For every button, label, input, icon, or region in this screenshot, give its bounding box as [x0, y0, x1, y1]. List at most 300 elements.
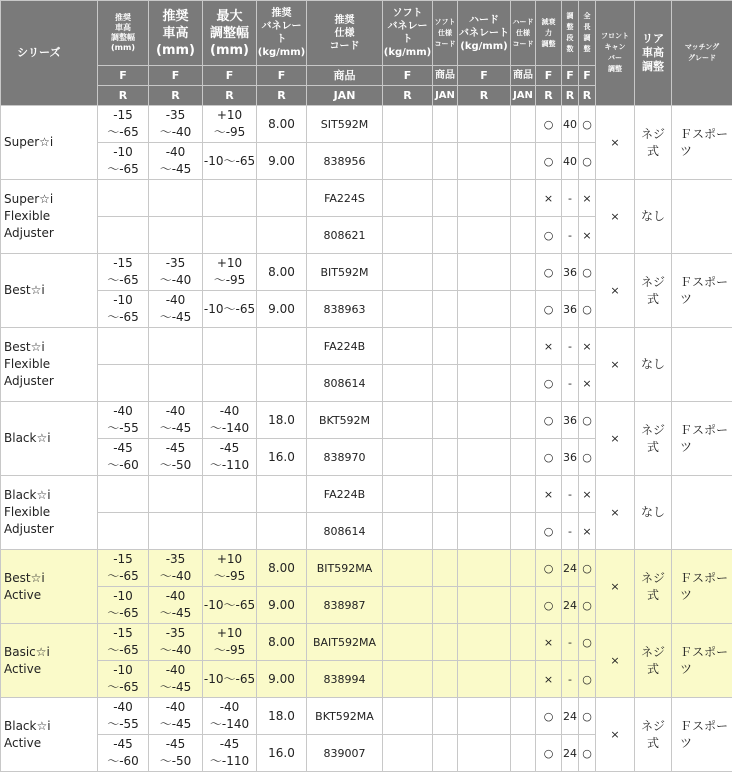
rec-height-cell: -45 ～-50 [149, 735, 203, 772]
table-row [1, 180, 732, 217]
front-camber-cell: × [596, 624, 635, 698]
rec-spring-cell: 8.00 [257, 624, 307, 661]
full-length-cell: ○ [579, 735, 596, 772]
hard-spring-cell [458, 106, 511, 143]
soft-code-cell [433, 735, 458, 772]
header-rec-height: 推奨 車高 (mm) [149, 1, 203, 66]
rec-code-cell: 808614 [307, 513, 383, 550]
max-adj-cell [203, 476, 257, 513]
header-f: F [562, 66, 579, 86]
rec-spring-cell [257, 365, 307, 402]
soft-code-cell [433, 328, 458, 365]
full-length-cell: ○ [579, 698, 596, 735]
damping-cell: × [536, 328, 562, 365]
full-length-cell: ○ [579, 106, 596, 143]
hard-spring-cell [458, 624, 511, 661]
rec-spring-cell: 8.00 [257, 550, 307, 587]
soft-spring-cell [383, 254, 433, 291]
rear-height-cell: ネジ 式 [635, 624, 672, 698]
front-camber-cell: × [596, 476, 635, 550]
header-r: R [383, 86, 433, 106]
rec-spring-cell: 9.00 [257, 587, 307, 624]
adj-stage-cell: - [562, 513, 579, 550]
soft-spring-cell [383, 624, 433, 661]
rec-height-cell: -40 ～-45 [149, 402, 203, 439]
header-f: F [383, 66, 433, 86]
adj-stage-cell: 24 [562, 698, 579, 735]
front-camber-cell: × [596, 180, 635, 254]
hard-code-cell [511, 439, 536, 476]
hard-spring-cell [458, 587, 511, 624]
header-jan: JAN [433, 86, 458, 106]
damping-cell: ○ [536, 735, 562, 772]
soft-spring-cell [383, 476, 433, 513]
header-r: R [579, 86, 596, 106]
hard-code-cell [511, 513, 536, 550]
hard-spring-cell [458, 254, 511, 291]
soft-spring-cell [383, 735, 433, 772]
grade-cell: Ｆスポー ツ [672, 698, 732, 772]
max-adj-cell [203, 328, 257, 365]
soft-code-cell [433, 365, 458, 402]
header-f: F [257, 66, 307, 86]
grade-cell [672, 328, 732, 402]
damping-cell: ○ [536, 217, 562, 254]
adj-stage-cell: 24 [562, 550, 579, 587]
rec-spring-cell: 8.00 [257, 106, 307, 143]
full-length-cell: ○ [579, 143, 596, 180]
header-r: R [98, 86, 149, 106]
hard-spring-cell [458, 439, 511, 476]
soft-code-cell [433, 106, 458, 143]
soft-spring-cell [383, 661, 433, 698]
adj-stage-cell: 36 [562, 254, 579, 291]
rec-spring-cell [257, 513, 307, 550]
header-f: F [579, 66, 596, 86]
header-product: 商品 [511, 66, 536, 86]
rear-height-cell: なし [635, 328, 672, 402]
header-front-camber: フロント キャン バー 調整 [596, 1, 635, 106]
soft-code-cell [433, 698, 458, 735]
hard-code-cell [511, 735, 536, 772]
hard-code-cell [511, 180, 536, 217]
rec-height-cell [149, 513, 203, 550]
max-adj-cell: +10 ～-95 [203, 624, 257, 661]
header-hard-spring: ハード バネレート (kg/mm) [458, 1, 511, 66]
hard-spring-cell [458, 513, 511, 550]
header-f: F [149, 66, 203, 86]
adj-width-cell: -15 ～-65 [98, 550, 149, 587]
rec-spring-cell: 8.00 [257, 254, 307, 291]
damping-cell: ○ [536, 291, 562, 328]
header-rec-code: 推奨 仕様 コード [307, 1, 383, 66]
adj-stage-cell: 40 [562, 143, 579, 180]
header-product: 商品 [307, 66, 383, 86]
adj-stage-cell: 24 [562, 735, 579, 772]
series-name: Super☆i Flexible Adjuster [1, 180, 98, 254]
rec-code-cell: 808614 [307, 365, 383, 402]
hard-spring-cell [458, 365, 511, 402]
rec-spring-cell: 16.0 [257, 735, 307, 772]
header-full-length: 全 長 調 整 [579, 1, 596, 66]
soft-spring-cell [383, 402, 433, 439]
front-camber-cell: × [596, 402, 635, 476]
grade-cell: Ｆスポー ツ [672, 550, 732, 624]
max-adj-cell: +10 ～-95 [203, 106, 257, 143]
damping-cell: ○ [536, 698, 562, 735]
adj-stage-cell: - [562, 365, 579, 402]
adj-width-cell [98, 180, 149, 217]
rec-spring-cell: 9.00 [257, 291, 307, 328]
soft-spring-cell [383, 365, 433, 402]
max-adj-cell [203, 217, 257, 254]
front-camber-cell: × [596, 328, 635, 402]
hard-spring-cell [458, 402, 511, 439]
damping-cell: ○ [536, 106, 562, 143]
full-length-cell: ○ [579, 402, 596, 439]
hard-code-cell [511, 402, 536, 439]
table-row [1, 106, 732, 143]
soft-code-cell [433, 661, 458, 698]
rec-code-cell: 808621 [307, 217, 383, 254]
adj-width-cell [98, 513, 149, 550]
soft-spring-cell [383, 106, 433, 143]
adj-width-cell [98, 217, 149, 254]
header-rear-height: リア 車高 調整 [635, 1, 672, 106]
hard-code-cell [511, 476, 536, 513]
adj-stage-cell: - [562, 661, 579, 698]
full-length-cell: × [579, 365, 596, 402]
header-r: R [562, 86, 579, 106]
adj-stage-cell: 36 [562, 439, 579, 476]
rec-spring-cell [257, 328, 307, 365]
damping-cell: × [536, 476, 562, 513]
header-r: R [203, 86, 257, 106]
damping-cell: ○ [536, 587, 562, 624]
rear-height-cell: ネジ 式 [635, 698, 672, 772]
grade-cell [672, 180, 732, 254]
rec-code-cell: 838963 [307, 291, 383, 328]
table-row [1, 476, 732, 513]
max-adj-cell: -10～-65 [203, 587, 257, 624]
rec-spring-cell [257, 217, 307, 254]
series-name: Best☆i Flexible Adjuster [1, 328, 98, 402]
adj-stage-cell: - [562, 476, 579, 513]
rec-height-cell: -40 ～-45 [149, 143, 203, 180]
rec-height-cell: -35 ～-40 [149, 254, 203, 291]
hard-spring-cell [458, 143, 511, 180]
adj-stage-cell: 36 [562, 402, 579, 439]
adj-stage-cell: - [562, 217, 579, 254]
damping-cell: × [536, 661, 562, 698]
adj-width-cell: -10 ～-65 [98, 661, 149, 698]
full-length-cell: × [579, 180, 596, 217]
soft-spring-cell [383, 328, 433, 365]
rear-height-cell: なし [635, 476, 672, 550]
rec-code-cell: BAIT592MA [307, 624, 383, 661]
hard-spring-cell [458, 291, 511, 328]
hard-spring-cell [458, 180, 511, 217]
hard-code-cell [511, 291, 536, 328]
full-length-cell: ○ [579, 439, 596, 476]
rec-spring-cell [257, 180, 307, 217]
max-adj-cell: -45 ～-110 [203, 735, 257, 772]
rec-height-cell: -40 ～-45 [149, 587, 203, 624]
soft-code-cell [433, 587, 458, 624]
max-adj-cell: -10～-65 [203, 661, 257, 698]
rear-height-cell: ネジ 式 [635, 106, 672, 180]
front-camber-cell: × [596, 550, 635, 624]
soft-code-cell [433, 624, 458, 661]
rec-height-cell [149, 217, 203, 254]
damping-cell: ○ [536, 550, 562, 587]
adj-width-cell: -10 ～-65 [98, 587, 149, 624]
damping-cell: ○ [536, 143, 562, 180]
soft-spring-cell [383, 180, 433, 217]
hard-spring-cell [458, 476, 511, 513]
hard-spring-cell [458, 217, 511, 254]
rec-spring-cell: 9.00 [257, 143, 307, 180]
rec-code-cell: 839007 [307, 735, 383, 772]
front-camber-cell: × [596, 254, 635, 328]
full-length-cell: ○ [579, 550, 596, 587]
rec-spring-cell: 9.00 [257, 661, 307, 698]
soft-spring-cell [383, 217, 433, 254]
adj-stage-cell: 24 [562, 587, 579, 624]
full-length-cell: × [579, 328, 596, 365]
full-length-cell: ○ [579, 661, 596, 698]
header-r: R [536, 86, 562, 106]
table-row [1, 698, 732, 735]
rec-code-cell: 838970 [307, 439, 383, 476]
header-grade: マッチング グレード [672, 1, 732, 106]
soft-code-cell [433, 513, 458, 550]
soft-spring-cell [383, 698, 433, 735]
soft-code-cell [433, 402, 458, 439]
header-soft-spring: ソフト バネレート (kg/mm) [383, 1, 433, 66]
adj-stage-cell: - [562, 328, 579, 365]
full-length-cell: ○ [579, 254, 596, 291]
soft-code-cell [433, 550, 458, 587]
damping-cell: × [536, 180, 562, 217]
rec-code-cell: 838994 [307, 661, 383, 698]
header-r: R [149, 86, 203, 106]
full-length-cell: × [579, 513, 596, 550]
rec-height-cell [149, 180, 203, 217]
full-length-cell: ○ [579, 624, 596, 661]
adj-width-cell: -40 ～-55 [98, 698, 149, 735]
damping-cell: ○ [536, 402, 562, 439]
soft-spring-cell [383, 550, 433, 587]
header-damping: 減衰 力 調整 [536, 1, 562, 66]
header-f: F [536, 66, 562, 86]
damping-cell: ○ [536, 439, 562, 476]
adj-width-cell: -15 ～-65 [98, 624, 149, 661]
hard-spring-cell [458, 328, 511, 365]
max-adj-cell: -40 ～-140 [203, 402, 257, 439]
soft-code-cell [433, 254, 458, 291]
header-series: シリーズ [1, 1, 98, 106]
adj-width-cell [98, 365, 149, 402]
damping-cell: × [536, 624, 562, 661]
rear-height-cell: ネジ 式 [635, 402, 672, 476]
hard-spring-cell [458, 661, 511, 698]
rec-height-cell [149, 365, 203, 402]
rec-code-cell: FA224B [307, 328, 383, 365]
adj-stage-cell: - [562, 180, 579, 217]
max-adj-cell: -10～-65 [203, 143, 257, 180]
full-length-cell: × [579, 476, 596, 513]
hard-code-cell [511, 106, 536, 143]
soft-code-cell [433, 180, 458, 217]
grade-cell [672, 476, 732, 550]
rec-code-cell: SIT592M [307, 106, 383, 143]
soft-code-cell [433, 439, 458, 476]
series-name: Basic☆i Active [1, 624, 98, 698]
full-length-cell: ○ [579, 291, 596, 328]
grade-cell: Ｆスポー ツ [672, 402, 732, 476]
adj-width-cell: -10 ～-65 [98, 143, 149, 180]
soft-spring-cell [383, 587, 433, 624]
adj-width-cell [98, 476, 149, 513]
header-rec-spring: 推奨 バネレート (kg/mm) [257, 1, 307, 66]
max-adj-cell: +10 ～-95 [203, 254, 257, 291]
soft-code-cell [433, 143, 458, 180]
header-f: F [458, 66, 511, 86]
rec-height-cell: -40 ～-45 [149, 291, 203, 328]
header-r: R [458, 86, 511, 106]
grade-cell: Ｆスポー ツ [672, 624, 732, 698]
hard-code-cell [511, 661, 536, 698]
max-adj-cell [203, 365, 257, 402]
rec-code-cell: 838987 [307, 587, 383, 624]
series-name: Black☆i [1, 402, 98, 476]
table-row [1, 254, 732, 291]
hard-code-cell [511, 550, 536, 587]
soft-spring-cell [383, 143, 433, 180]
rec-code-cell: 838956 [307, 143, 383, 180]
rec-height-cell [149, 328, 203, 365]
spec-table-body [1, 106, 732, 772]
max-adj-cell [203, 513, 257, 550]
header-jan: JAN [511, 86, 536, 106]
front-camber-cell: × [596, 698, 635, 772]
adj-stage-cell: - [562, 624, 579, 661]
header-f: F [203, 66, 257, 86]
header-hard-code: ハード 仕様 コード [511, 1, 536, 66]
adj-width-cell: -45 ～-60 [98, 439, 149, 476]
max-adj-cell [203, 180, 257, 217]
soft-code-cell [433, 217, 458, 254]
adj-stage-cell: 40 [562, 106, 579, 143]
soft-code-cell [433, 291, 458, 328]
rec-code-cell: BKT592M [307, 402, 383, 439]
rec-code-cell: FA224S [307, 180, 383, 217]
header-adj-width: 推奨 車高 調整幅 (mm) [98, 1, 149, 66]
header-product: 商品 [433, 66, 458, 86]
rear-height-cell: ネジ 式 [635, 254, 672, 328]
table-row [1, 402, 732, 439]
header-jan: JAN [307, 86, 383, 106]
header-f: F [98, 66, 149, 86]
rec-code-cell: FA224B [307, 476, 383, 513]
front-camber-cell: × [596, 106, 635, 180]
rec-height-cell: -35 ～-40 [149, 106, 203, 143]
rec-height-cell: -40 ～-45 [149, 661, 203, 698]
hard-code-cell [511, 217, 536, 254]
hard-spring-cell [458, 698, 511, 735]
max-adj-cell: -10～-65 [203, 291, 257, 328]
adj-width-cell: -10 ～-65 [98, 291, 149, 328]
series-name: Best☆i Active [1, 550, 98, 624]
max-adj-cell: -45 ～-110 [203, 439, 257, 476]
header-r: R [257, 86, 307, 106]
adj-width-cell: -40 ～-55 [98, 402, 149, 439]
rec-height-cell [149, 476, 203, 513]
series-name: Super☆i [1, 106, 98, 180]
soft-spring-cell [383, 439, 433, 476]
hard-code-cell [511, 143, 536, 180]
header-adj-stage: 調 整 段 数 [562, 1, 579, 66]
full-length-cell: × [579, 217, 596, 254]
table-row [1, 624, 732, 661]
rec-code-cell: BKT592MA [307, 698, 383, 735]
adj-width-cell: -15 ～-65 [98, 254, 149, 291]
adj-stage-cell: 36 [562, 291, 579, 328]
table-row [1, 328, 732, 365]
damping-cell: ○ [536, 365, 562, 402]
soft-code-cell [433, 476, 458, 513]
header-soft-code: ソフト 仕様 コード [433, 1, 458, 66]
hard-code-cell [511, 254, 536, 291]
series-name: Best☆i [1, 254, 98, 328]
rec-height-cell: -40 ～-45 [149, 698, 203, 735]
hard-code-cell [511, 365, 536, 402]
grade-cell: Ｆスポー ツ [672, 254, 732, 328]
hard-spring-cell [458, 735, 511, 772]
damping-cell: ○ [536, 513, 562, 550]
damping-cell: ○ [536, 254, 562, 291]
hard-spring-cell [458, 550, 511, 587]
hard-code-cell [511, 587, 536, 624]
soft-spring-cell [383, 291, 433, 328]
max-adj-cell: +10 ～-95 [203, 550, 257, 587]
header-row-1 [1, 1, 732, 66]
hard-code-cell [511, 328, 536, 365]
rec-code-cell: BIT592M [307, 254, 383, 291]
adj-width-cell: -15 ～-65 [98, 106, 149, 143]
rear-height-cell: ネジ 式 [635, 550, 672, 624]
rec-spring-cell [257, 476, 307, 513]
grade-cell: Ｆスポー ツ [672, 106, 732, 180]
series-name: Black☆i Flexible Adjuster [1, 476, 98, 550]
rec-height-cell: -45 ～-50 [149, 439, 203, 476]
rec-spring-cell: 16.0 [257, 439, 307, 476]
rec-spring-cell: 18.0 [257, 402, 307, 439]
soft-spring-cell [383, 513, 433, 550]
max-adj-cell: -40 ～-140 [203, 698, 257, 735]
header-max-adj: 最大 調整幅 (mm) [203, 1, 257, 66]
full-length-cell: ○ [579, 587, 596, 624]
rec-code-cell: BIT592MA [307, 550, 383, 587]
rec-spring-cell: 18.0 [257, 698, 307, 735]
adj-width-cell: -45 ～-60 [98, 735, 149, 772]
rec-height-cell: -35 ～-40 [149, 624, 203, 661]
table-row [1, 550, 732, 587]
rec-height-cell: -35 ～-40 [149, 550, 203, 587]
rear-height-cell: なし [635, 180, 672, 254]
adj-width-cell [98, 328, 149, 365]
